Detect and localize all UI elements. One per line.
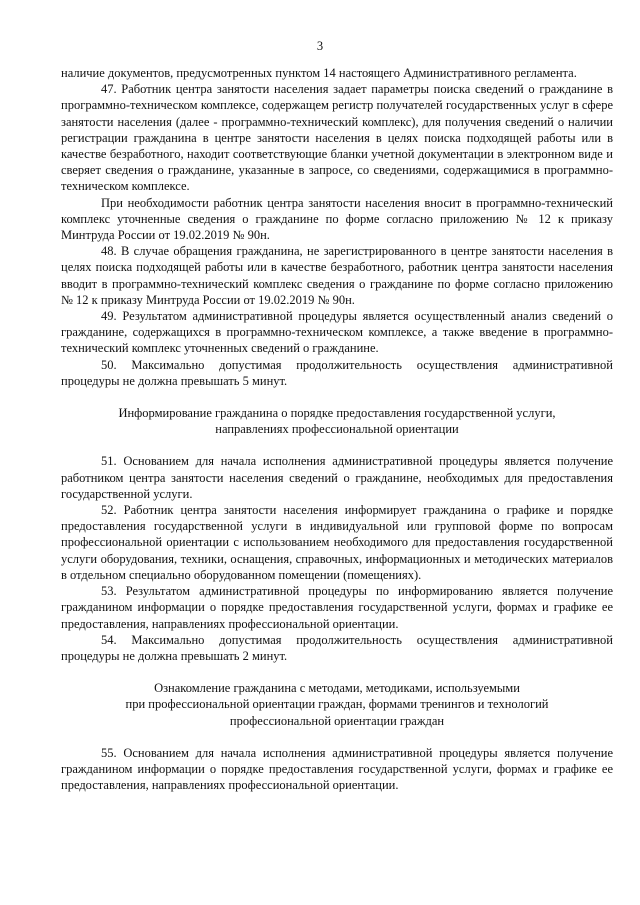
section-heading-line: направлениях профессиональной ориентации [215,422,459,437]
section-heading-methods [61,680,613,729]
paragraph-48: 48. В случае обращения гражданина, не зарегистрированного в центре занятости населения в целях поиска подходящей работы или в качестве безработного, работник центра занятости населения вводит в программно-технический комплекс сведения о гражданине по форме согласно приложению № 12 к приказу Минтруда России от 19.02.2019 № 90н. [61,244,613,307]
paragraph-continuation: наличие документов, предусмотренных пунктом 14 настоящего Административного регламента. [61,66,577,80]
page-number: 3 [316,39,324,53]
paragraph-52: 52. Работник центра занятости населения информирует гражданина о графике и порядке предоставления государственной услуги в индивидуальной или групповой форме по вопросам профессиональной ориентации с использованием необходимого для предоставления государственной услуги оборудования, техники, оснащения, справочных, информационных и методических материалов в отдельном специально оборудованном помещении (помещениях). [61,503,613,582]
paragraph-55: 55. Основанием для начала исполнения административной процедуры является получение гражданином информации о порядке предоставления государственной услуги, формах и графике ее предоставления, направлениях профессиональной ориентации. [61,745,613,793]
paragraph-51: 51. Основанием для начала исполнения административной процедуры является получение работником центра занятости населения сведений о гражданине, необходимых для предоставления государственной услуги. [61,454,613,501]
page-body [61,65,613,793]
section-heading-line: Информирование гражданина о порядке предоставления государственной услуги, [118,406,556,421]
paragraph-47: 47. Работник центра занятости населения задает параметры поиска сведений о гражданине в программно-техническом комплексе, содержащем регистр получателей государственных услуг в сфере занятости населения (далее - программно-технический комплекс), для получения сведений о наличии регистрации гражданина в центре занятости населения в целях поиска подходящей работы или в качестве безработного, находит соответствующие бланки учетной документации в электронном виде и сверяет сведения о гражданине, указанные в запросе, со сведениями, содержащимися в программно-техническом комплексе. [61,82,613,194]
section-heading-line: при профессиональной ориентации граждан, формами тренингов и технологий [125,697,549,712]
section-heading-line: профессиональной ориентации граждан [229,713,445,728]
paragraph-49: 49. Результатом административной процедуры является осуществленный анализ сведений о гражданине, содержащихся в программно-техническом комплексе, а также введение в программно-технический комплекс уточненных сведений о гражданине. [61,309,613,356]
paragraph-50: 50. Максимально допустимая продолжительность осуществления административной процедуры не должна превышать 5 минут. [61,357,613,388]
paragraph-47-addendum: При необходимости работник центра занятости населения вносит в программно-технический комплекс уточненные сведения о гражданине по форме согласно приложению № 12 к приказу Минтруда России от 19.02.2019 № 90н. [61,195,613,243]
paragraph-54: 54. Максимально допустимая продолжительность осуществления административной процедуры не должна превышать 2 минут. [61,632,613,663]
section-heading-informing [61,405,613,437]
paragraph-53: 53. Результатом административной процедуры по информированию является получение гражданином информации о порядке предоставления государственной услуги, формах и графике ее предоставления, направлениях профессиональной ориентации. [61,584,613,631]
section-heading-line: Ознакомление гражданина с методами, методиками, используемыми [154,681,520,696]
